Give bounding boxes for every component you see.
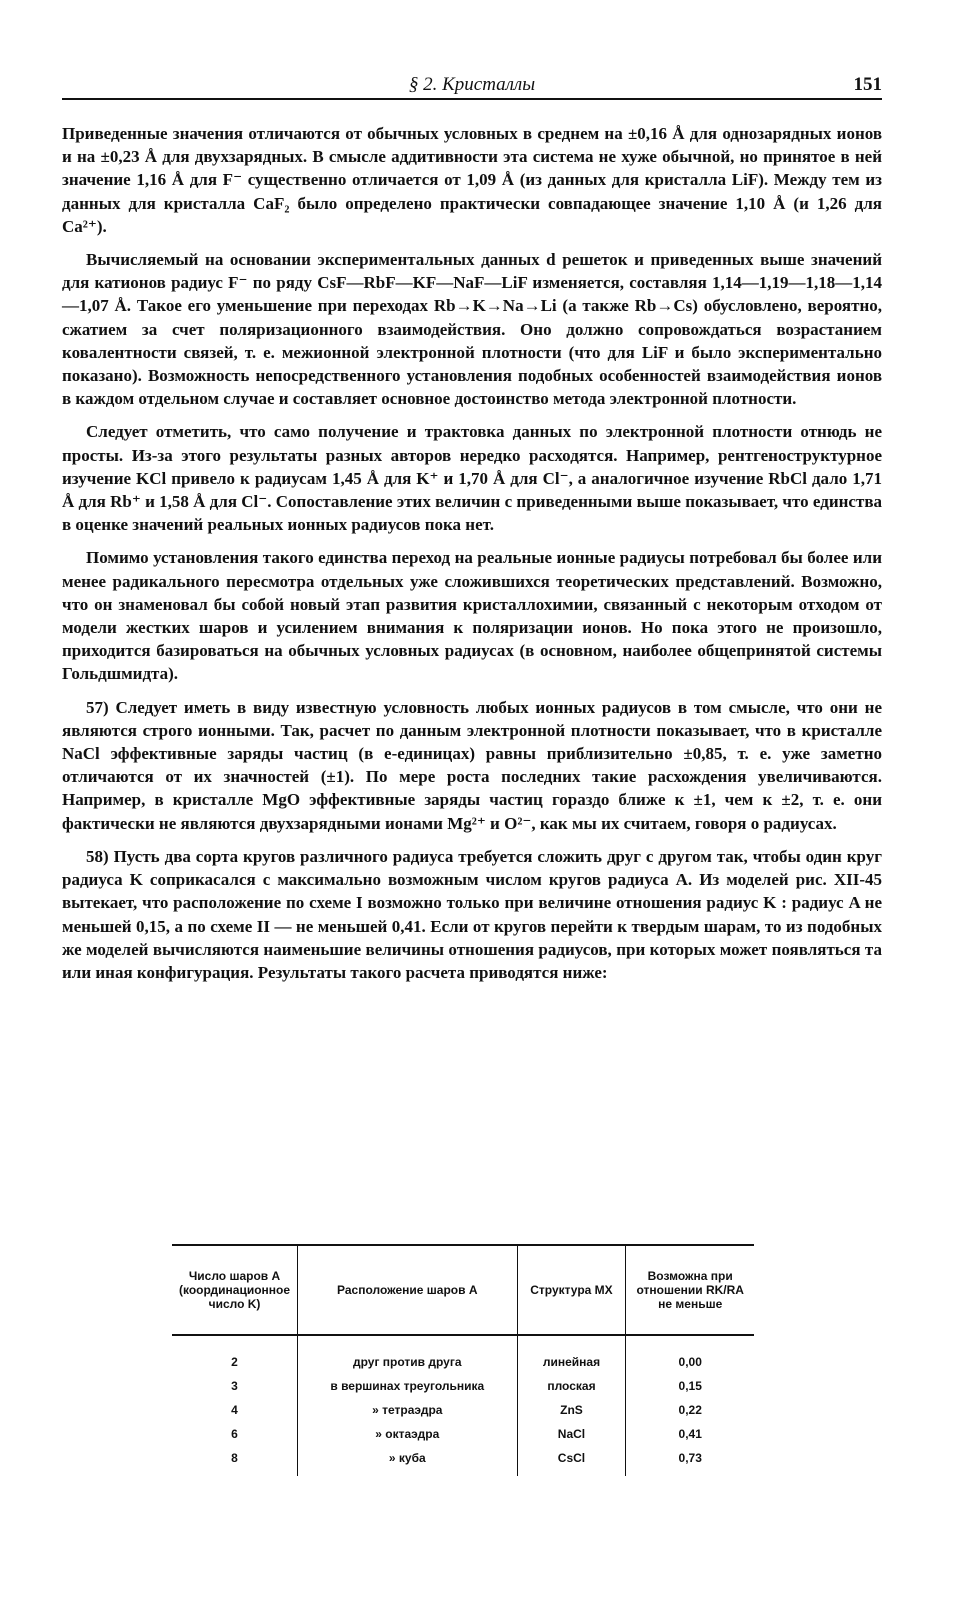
page-header	[62, 72, 882, 100]
table-row	[172, 1422, 754, 1446]
cell-number: 8	[231, 1451, 238, 1465]
table-row	[172, 1374, 754, 1398]
header-structure: Структура MX	[517, 1245, 626, 1335]
table-header-row	[172, 1245, 754, 1335]
cell-ratio: 0,22	[626, 1398, 754, 1422]
cell-structure: плоская	[517, 1374, 626, 1398]
paragraph: 58) Пусть два сорта кругов различного радиуса требуется сложить друг с другом так, чтобы один круг радиуса K соприкасался с максимально возможным числом кругов радиуса A. Из моделей рис. XII-45 вытекает, что расположение по схеме I возможно только при величине отношения радиус K : радиус A не меньшей 0,15, а по схеме II — не меньшей 0,41. Если от кругов перейти к твердым шарам, то из подобных же моделей вычисляются наименьшие величины отношения радиусов, при которых может появляться та или иная конфигурация. Результаты такого расчета приводятся ниже:	[62, 846, 882, 982]
cell-structure: NaCl	[517, 1422, 626, 1446]
cell-structure: CsCl	[517, 1446, 626, 1476]
header-ratio: Возможна при отношении RK/RA не меньше	[626, 1245, 754, 1335]
cell-arrangement: » октаэдра	[298, 1422, 517, 1446]
table-row	[172, 1446, 754, 1476]
paragraph: Вычисляемый на основании экспериментальных данных d решеток и приведенных выше значений для катионов радиус F⁻ по ряду CsF—RbF—KF—NaF—LiF изменяется, составляя 1,14—1,19—1,18—1,14—1,07 Å. Такое его уменьшение при переходах Rb→K→Na→Li (а также Rb→Cs) обусловлено, вероятно, сжатием за счет поляризационного взаимодействия. Оно должно сопровождаться возрастанием ковалентности связей, т. е. межионной электронной плотности (что для LiF и было экспериментально показано). Возможность непосредственного установления подобных особенностей взаимодействия ионов в каждом отдельном случае и составляет основное достоинство метода электронной плотности.	[62, 250, 882, 409]
page-number: 151	[853, 74, 882, 95]
cell-arrangement: в вершинах треугольника	[298, 1374, 517, 1398]
table-row	[172, 1335, 754, 1374]
running-title: § 2. Кристаллы	[408, 74, 536, 95]
paragraph: Помимо установления такого единства переход на реальные ионные радиусы потребовал бы более или менее радикального пересмотра отдельных уже сложившихся теоретических представлений. Возможно, что он знаменовал бы собой новый этап развития кристаллохимии, связанный с некоторым отходом от модели жестких шаров и усилением внимания к поляризации ионов. Но пока этого не произошло, приходится базироваться на обычных условных радиусах (в основном, наиболее общепринятой системы Гольдшмидта).	[62, 548, 882, 684]
cell-number: 3	[231, 1379, 238, 1393]
cell-ratio: 0,15	[626, 1374, 754, 1398]
paragraph: 57) Следует иметь в виду известную условность любых ионных радиусов в том смысле, что они не являются строго ионными. Так, расчет по данным электронной плотности показывает, что в кристалле NaCl эффективные заряды частиц (в e-единицах) равны приблизительно ±0,85, т. е. уже заметно отличаются от их значностей (±1). По мере роста последних такие расхождения увеличиваются. Например, в кристалле MgO эффективные заряды частиц гораздо ближе к ±1, чем к ±2, т. е. они фактически не являются двухзарядными ионами Mg²⁺ и O²⁻, как мы их считаем, говоря о радиусах.	[62, 697, 882, 833]
paragraph: Следует отметить, что само получение и трактовка данных по электронной плотности отнюдь не просты. Из-за этого результаты разных авторов нередко расходятся. Например, рентгеноструктурное изучение KCl привело к радиусам 1,45 Å для K⁺ и 1,70 Å для Cl⁻, а аналогичное изучение RbCl дало 1,71 Å для Rb⁺ и 1,58 Å для Cl⁻. Сопоставление этих величин с приведенными выше показывает, что единства в оценке значений реальных ионных радиусов пока нет.	[62, 422, 882, 535]
table-row	[172, 1398, 754, 1422]
cell-arrangement: » куба	[298, 1446, 517, 1476]
ratio-table	[172, 1244, 754, 1476]
cell-ratio: 0,00	[626, 1335, 754, 1374]
cell-arrangement: » тетраэдра	[298, 1398, 517, 1422]
cell-number: 4	[231, 1403, 238, 1417]
cell-arrangement: друг против друга	[298, 1335, 517, 1374]
header-coordination-number: Число шаров A (координационное число K)	[172, 1245, 298, 1335]
coordination-table	[172, 1244, 754, 1476]
body-text	[62, 122, 882, 994]
paragraph: Приведенные значения отличаются от обычных условных в среднем на ±0,16 Å для однозарядных ионов и на ±0,23 Å для двухзарядных. В смысле аддитивности эта система не хуже обычной, но принятое в ней значение 1,16 Å для F⁻ существенно отличается от 1,09 Å (из данных для кристалла LiF). Между тем из данных для кристалла CaF₂ было определено практически совпадающее значение 1,10 Å (и 1,26 для Ca²⁺).	[62, 124, 882, 236]
cell-number: 2	[231, 1355, 238, 1369]
cell-ratio: 0,73	[626, 1446, 754, 1476]
header-arrangement: Расположение шаров A	[298, 1245, 517, 1335]
cell-structure: ZnS	[517, 1398, 626, 1422]
cell-number: 6	[231, 1427, 238, 1441]
cell-structure: линейная	[517, 1335, 626, 1374]
cell-ratio: 0,41	[626, 1422, 754, 1446]
